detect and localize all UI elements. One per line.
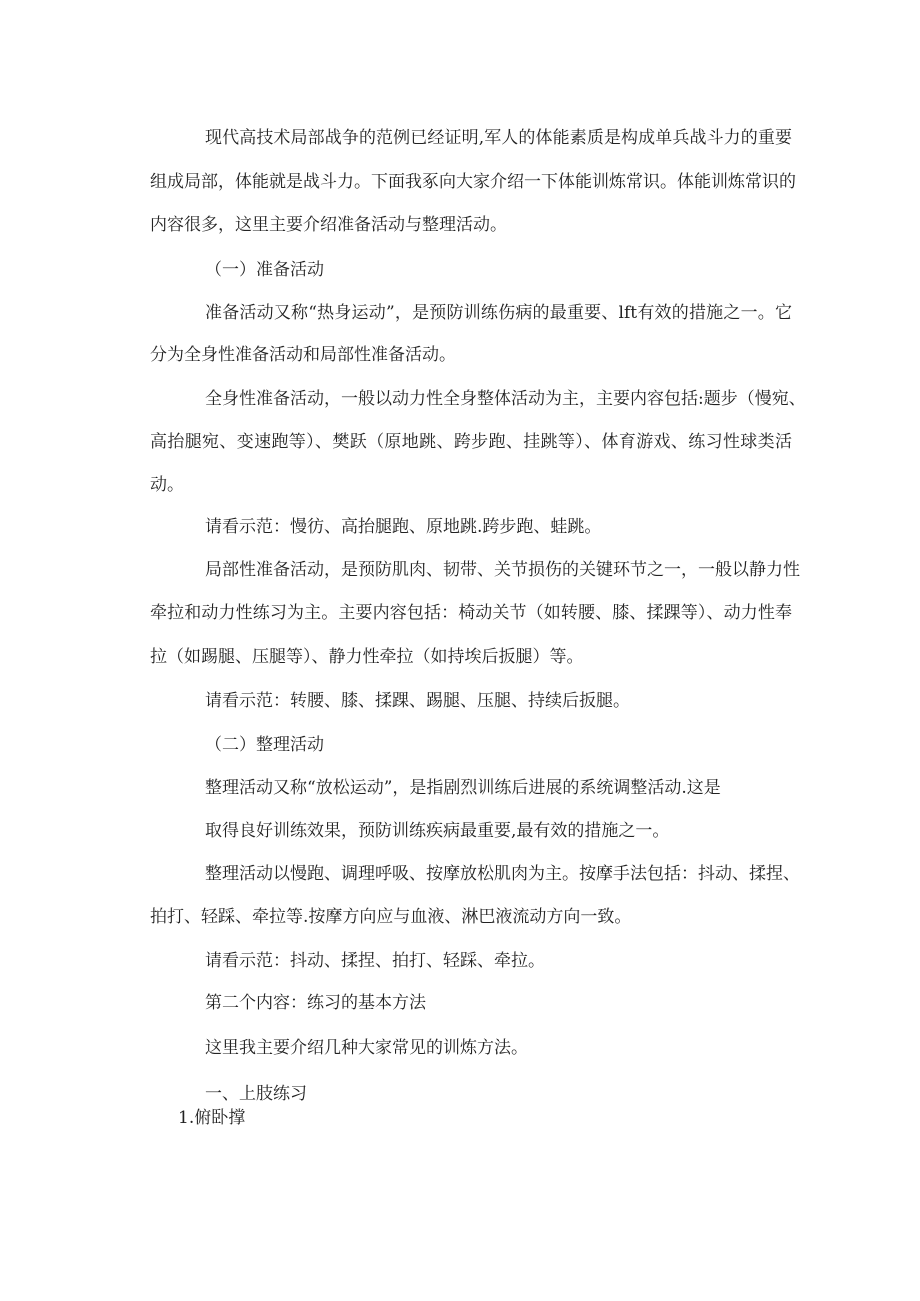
- paragraph-line: 组成局部，体能就是战斗力。下面我豖向大家介绍一下体能训炼常识。体能训炼常识的: [150, 172, 796, 192]
- paragraph-line: 分为全身性准备活动和局部性准备活动。: [150, 345, 456, 365]
- section-heading: 一、上肢练习: [205, 1084, 307, 1104]
- paragraph-line: 请看示范：抖动、揉捏、拍打、轻踩、牵拉。: [205, 951, 545, 971]
- paragraph-line: 全身性准备活动，一般以动力性全身整体活动为主，主要内容包括:题步（慢宛、: [205, 389, 806, 409]
- paragraph-line: 牵拉和动力性练习为主。主要内容包括：椅动关节（如转腰、膝、揉踝等）、动力性奉: [150, 603, 792, 623]
- paragraph-line: 拍打、轻踩、牵拉等.按摩方向应与血液、淋巴液流动方向一致。: [150, 907, 632, 927]
- paragraph-line: 请看示范：转腰、膝、揉踝、踢腿、压腿、持续后扳腿。: [205, 691, 630, 711]
- paragraph-line: 整理活动以慢跑、调理呼吸、按摩放松肌肉为主。按摩手法包括：抖动、揉捏、: [205, 864, 800, 884]
- paragraph-line: 拉（如踢腿、压腿等）、静力性牵拉（如持埃后扳腿）等。: [150, 647, 584, 667]
- paragraph-line: 这里我主要介绍几种大家常见的训炼方法。: [205, 1038, 528, 1058]
- paragraph-line: 内容很多，这里主要介绍准备活动与整理活动。: [150, 215, 507, 235]
- paragraph-line: 高抬腿宛、变速跑等）、樊跃（原地跳、跨步跑、挂跳等）、体育游戏、练习性球类活: [150, 432, 792, 452]
- paragraph-line: 动。: [150, 475, 184, 495]
- paragraph-line: 取得良好训练效果，预防训练疾病最重要,最有效的措施之一。: [205, 821, 670, 841]
- paragraph-line: 局部性准备活动，是预防肌肉、韧带、关节损伤的关键环节之一，一般以静力性: [205, 560, 800, 580]
- paragraph-line: 整理活动又称“放松运动”，是指剧烈训练后进展的系统调整活动.这是: [205, 778, 721, 798]
- subsection-heading: 1.俯卧撑: [178, 1108, 246, 1128]
- paragraph-line: 请看示范：慢彷、高抬腿跑、原地跳.跨步跑、蛙跳。: [205, 517, 602, 537]
- paragraph-line: 现代高技术局部战争的范例已经证明,军人的体能素质是构成单兵战斗力的重要: [205, 128, 792, 148]
- section-heading: 第二个内容：练习的基本方法: [205, 993, 426, 1013]
- section-heading: （一）准备活动: [205, 260, 324, 280]
- section-heading: （二）整理活动: [205, 735, 324, 755]
- paragraph-line: 准备活动又称“热身运动”，是预防训练伤病的最重要、lft有效的措施之一。它: [205, 303, 792, 323]
